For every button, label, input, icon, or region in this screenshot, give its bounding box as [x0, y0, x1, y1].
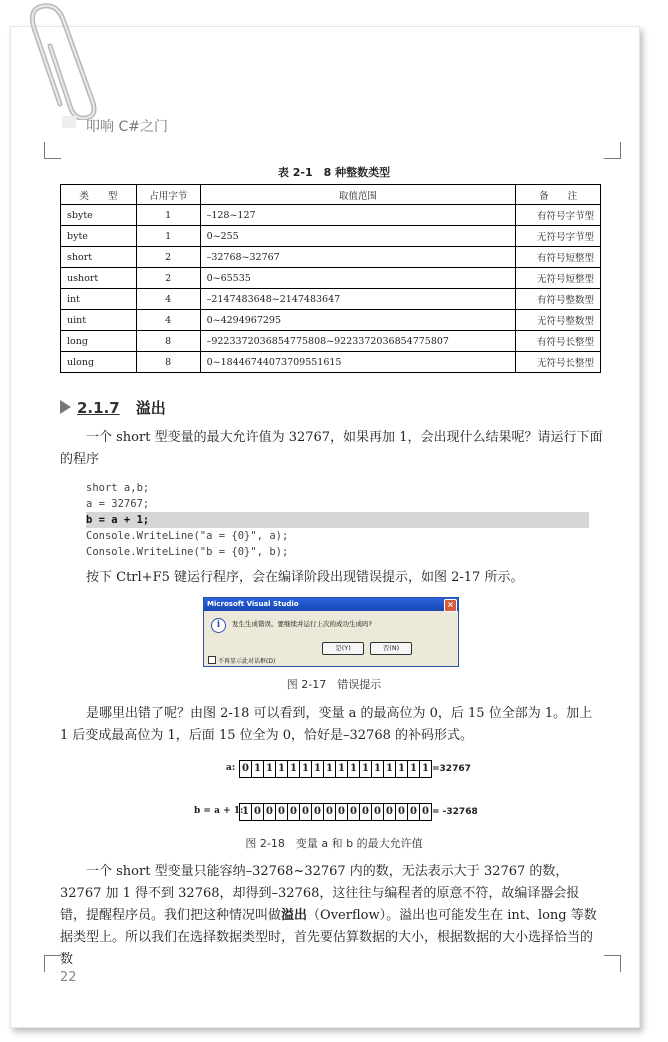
bit-cell: 0	[311, 804, 323, 820]
table-header-cell: 占用字节	[136, 185, 200, 205]
bit-cell: 0	[323, 804, 335, 820]
note-cell: 无符号字节型	[516, 226, 601, 247]
bytes-cell: 4	[136, 310, 200, 331]
paragraph-overflow	[60, 861, 604, 971]
bit-cell: 0	[251, 804, 263, 820]
error-dialog-screenshot	[203, 597, 459, 667]
range-cell: –32768~32767	[200, 247, 516, 268]
paragraph-explanation: 是哪里出错了呢？由图 2-18 可以看到，变量 a 的最高位为 0，后 15 位全部为 1。加上 1 后变成最高位为 1，后面 15 位全为 0，恰好是–32768 的补码形式。	[60, 706, 593, 743]
bit-cell: 1	[347, 761, 359, 777]
type-cell: uint	[61, 310, 137, 331]
table-row	[61, 289, 601, 310]
type-cell: long	[61, 331, 137, 352]
code-line: Console.WriteLine("b = {0}", b);	[86, 546, 289, 558]
dialog-message: 发生生成错误。要继续并运行上次的成功生成吗?	[232, 620, 372, 628]
bit-cell: 0	[395, 804, 407, 820]
dialog-titlebar	[204, 598, 458, 611]
code-block	[86, 480, 589, 560]
figure-2-17-caption: 图 2-17 错误提示	[286, 678, 382, 691]
code-line: short a,b;	[86, 482, 150, 494]
note-cell: 有符号长整型	[516, 331, 601, 352]
table-row	[61, 247, 601, 268]
bits-b-row	[239, 803, 432, 821]
bit-cell: 0	[419, 804, 432, 820]
table-header-row	[61, 185, 601, 205]
bit-cell: 0	[239, 761, 251, 777]
bit-cell: 0	[275, 804, 287, 820]
crop-mark-bottom-right	[604, 955, 621, 972]
table-header-cell: 取值范围	[200, 185, 516, 205]
bit-cell: 1	[359, 761, 371, 777]
bit-cell: 1	[395, 761, 407, 777]
bits-a-row	[239, 760, 432, 778]
bits-a-result: =32767	[432, 764, 471, 774]
bit-cell: 1	[251, 761, 263, 777]
table-row	[61, 352, 601, 373]
table-row	[61, 268, 601, 289]
info-icon: i	[211, 618, 226, 633]
bit-cell: 0	[299, 804, 311, 820]
bit-cell: 1	[419, 761, 432, 777]
range-cell: 0~4294967295	[200, 310, 516, 331]
page-number: 22	[60, 970, 77, 985]
code-line-highlighted: b = a + 1;	[86, 512, 589, 528]
note-cell: 无符号整数型	[516, 310, 601, 331]
note-cell: 有符号字节型	[516, 205, 601, 226]
bit-cell: 1	[263, 761, 275, 777]
table-caption: 表 2-1 8 种整数类型	[277, 166, 391, 179]
range-cell: –2147483648~2147483647	[200, 289, 516, 310]
bits-b-label: b = a + 1:	[194, 806, 244, 816]
bit-cell: 1	[407, 761, 419, 777]
paragraph-intro: 一个 short 型变量的最大允许值为 32767，如果再加 1，会出现什么结果呢？请运行下面的程序	[60, 430, 603, 467]
bytes-cell: 8	[136, 331, 200, 352]
bytes-cell: 2	[136, 247, 200, 268]
term-overflow: 溢出	[281, 908, 308, 923]
bit-cell: 0	[263, 804, 275, 820]
code-line: a = 32767;	[86, 498, 150, 510]
bit-cell: 1	[335, 761, 347, 777]
range-cell: –9223372036854775808~9223372036854775807	[200, 331, 516, 352]
crop-mark-top-right	[604, 142, 621, 159]
table-row	[61, 205, 601, 226]
dont-show-checkbox	[208, 656, 275, 665]
bit-cell: 0	[359, 804, 371, 820]
bit-cell: 1	[299, 761, 311, 777]
type-cell: ushort	[61, 268, 137, 289]
section-heading	[60, 397, 166, 418]
bit-cell: 1	[371, 761, 383, 777]
table-header-cell: 类 型	[61, 185, 137, 205]
type-cell: short	[61, 247, 137, 268]
code-line: Console.WriteLine("a = {0}", a);	[86, 530, 289, 542]
bytes-cell: 4	[136, 289, 200, 310]
bytes-cell: 2	[136, 268, 200, 289]
bit-cell: 1	[239, 804, 251, 820]
bits-a-label: a:	[226, 763, 236, 773]
range-cell: 0~18446744073709551615	[200, 352, 516, 373]
yes-button: 是(Y)	[322, 642, 364, 655]
close-icon: ×	[444, 599, 457, 612]
note-cell: 无符号长整型	[516, 352, 601, 373]
paragraph-text: （Overflow）。溢出也可能发生在 int、long 等数据类型上。所以我们在选择数据类型时，首先要估算数据的大小，根据数据的大小选择恰当的数	[60, 908, 597, 967]
bit-cell: 0	[371, 804, 383, 820]
range-cell: 0~255	[200, 226, 516, 247]
integer-types-table	[60, 184, 601, 373]
table-row	[61, 226, 601, 247]
running-header: 叩响 C#之门	[86, 119, 168, 135]
checkbox-icon	[208, 656, 216, 664]
bit-cell: 0	[407, 804, 419, 820]
bytes-cell: 8	[136, 352, 200, 373]
checkbox-label: 不再显示此对话框(D)	[218, 658, 276, 665]
bit-cell: 1	[287, 761, 299, 777]
note-cell: 有符号短整型	[516, 247, 601, 268]
type-cell: int	[61, 289, 137, 310]
paragraph-run: 按下 Ctrl+F5 键运行程序，会在编译阶段出现错误提示，如图 2-17 所示。	[86, 570, 524, 585]
figure-2-18-caption: 图 2-18 变量 a 和 b 的最大允许值	[245, 837, 423, 850]
bit-cell: 1	[323, 761, 335, 777]
bit-cell: 1	[275, 761, 287, 777]
bit-cell: 0	[335, 804, 347, 820]
bytes-cell: 1	[136, 205, 200, 226]
note-cell: 无符号短整型	[516, 268, 601, 289]
type-cell: sbyte	[61, 205, 137, 226]
bit-cell: 1	[311, 761, 323, 777]
crop-mark-top-left	[44, 142, 61, 159]
triangle-bullet-icon	[60, 400, 71, 414]
header-logo-box	[62, 116, 76, 128]
bit-cell: 1	[383, 761, 395, 777]
bit-cell: 0	[347, 804, 359, 820]
section-title: 溢出	[135, 399, 166, 417]
bit-cell: 0	[383, 804, 395, 820]
range-cell: 0~65535	[200, 268, 516, 289]
section-number: 2.1.7	[77, 399, 120, 417]
bytes-cell: 1	[136, 226, 200, 247]
type-cell: ulong	[61, 352, 137, 373]
table-row	[61, 310, 601, 331]
range-cell: –128~127	[200, 205, 516, 226]
type-cell: byte	[61, 226, 137, 247]
note-cell: 有符号整数型	[516, 289, 601, 310]
crop-mark-bottom-left	[44, 955, 61, 972]
table-row	[61, 331, 601, 352]
paragraph-text: 一个 short 型变量只能容纳–32768~32767 内的数，无法表示大于 32767 的数，32767 加 1 得不到 32768，却得到–32768，这往往与编程者的原意不符，故编译器会报错，提醒程序员。我们把这种情况叫做	[60, 864, 580, 923]
bit-cell: 0	[287, 804, 299, 820]
dialog-title: Microsoft Visual Studio	[207, 600, 299, 608]
table-header-cell: 备 注	[516, 185, 601, 205]
no-button: 否(N)	[370, 642, 412, 655]
bits-b-result: = -32768	[432, 807, 478, 817]
paper-clip-icon	[20, 0, 120, 120]
